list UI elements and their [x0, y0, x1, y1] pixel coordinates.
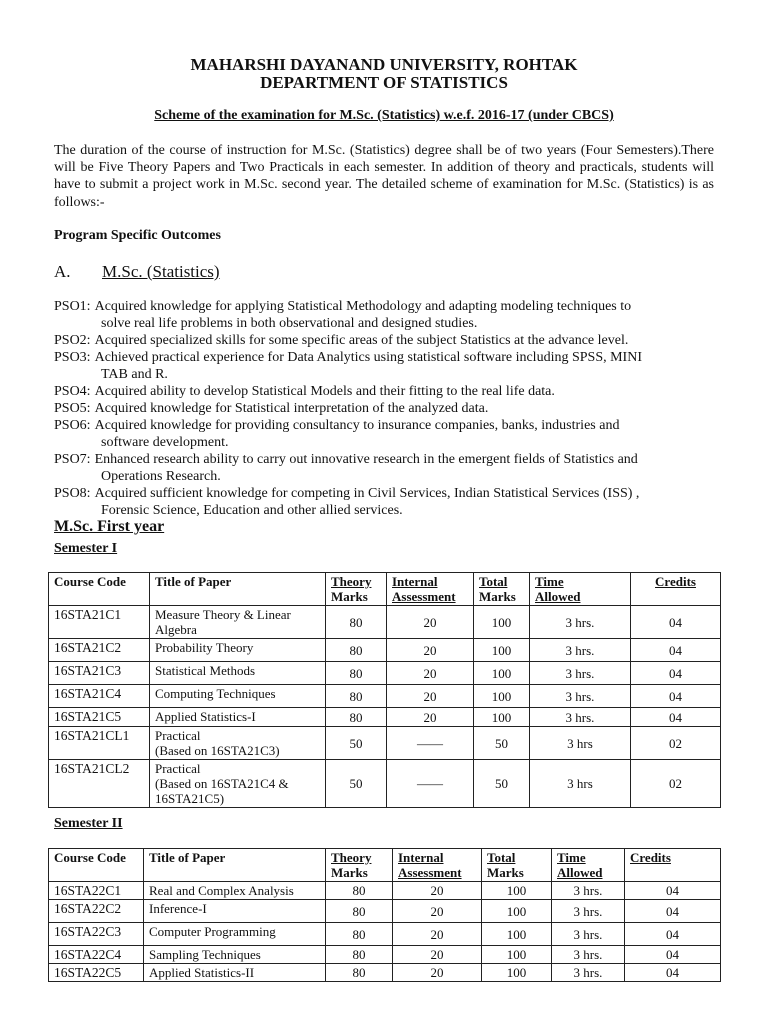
- table-row: [49, 923, 721, 946]
- theory-marks-cell: 80: [326, 946, 393, 964]
- department-title: DEPARTMENT OF STATISTICS: [260, 73, 508, 92]
- total-marks-cell: 100: [482, 964, 552, 982]
- course-code-cell: 16STA22C1: [49, 882, 144, 900]
- paper-title-cell: [150, 760, 326, 808]
- pso-item: [54, 349, 714, 383]
- credits-cell: 04: [631, 708, 721, 727]
- col-internal-l2: Assessment: [392, 589, 456, 604]
- table-row: [49, 760, 721, 808]
- time-allowed-cell: 3 hrs.: [530, 639, 631, 662]
- total-marks-cell: 100: [474, 662, 530, 685]
- time-allowed-cell: 3 hrs: [530, 760, 631, 808]
- course-code-cell: 16STA21C5: [49, 708, 150, 727]
- theory-marks-cell: 80: [326, 900, 393, 923]
- col-theory-l2: Marks: [331, 865, 368, 880]
- col-time: [552, 849, 625, 882]
- course-code-cell: 16STA21C1: [49, 606, 150, 639]
- paper-title-cell: Measure Theory & Linear Algebra: [150, 606, 326, 639]
- col-title: Title of Paper: [150, 573, 326, 606]
- table-header: [49, 573, 721, 606]
- pso-text-continued: Operations Research.: [101, 469, 221, 484]
- col-total: [474, 573, 530, 606]
- table-row: [49, 727, 721, 760]
- internal-assessment-cell: 20: [387, 685, 474, 708]
- col-time-l2: Allowed: [557, 865, 603, 880]
- pso-code: PSO8:: [54, 486, 91, 501]
- course-code-cell: 16STA22C5: [49, 964, 144, 982]
- pso-text-continued: Forensic Science, Education and other allied services.: [101, 503, 403, 518]
- paper-title-cell: Inference-I: [144, 900, 326, 923]
- paper-title-note: (Based on 16STA21C4 & 16STA21C5): [155, 776, 289, 806]
- col-credits-label: Credits: [630, 850, 671, 865]
- theory-marks-cell: 80: [326, 685, 387, 708]
- col-course-code: Course Code: [49, 849, 144, 882]
- theory-marks-cell: 50: [326, 760, 387, 808]
- internal-assessment-cell: 20: [393, 900, 482, 923]
- col-credits: [625, 849, 721, 882]
- pso-text-continued: software development.: [101, 435, 229, 450]
- pso-item: [54, 298, 714, 332]
- table-row: [49, 662, 721, 685]
- credits-cell: 04: [631, 685, 721, 708]
- section-letter: A.: [54, 262, 71, 281]
- paper-title-cell: Probability Theory: [150, 639, 326, 662]
- internal-assessment-cell: ——: [387, 760, 474, 808]
- internal-assessment-cell: 20: [387, 708, 474, 727]
- col-theory-l1: Theory: [331, 850, 372, 865]
- col-total: [482, 849, 552, 882]
- col-credits: [631, 573, 721, 606]
- pso-code: PSO1:: [54, 299, 91, 314]
- intro-paragraph: The duration of the course of instruction for M.Sc. (Statistics) degree shall be of two years (Four Semesters).There will be Five Theory Papers and Two Practicals in each semester. In addition of theory and practicals, students will have to submit a project work in M.Sc. second year. The detailed scheme of examination for M.Sc. (Statistics) is as follows:-: [54, 143, 714, 210]
- internal-assessment-cell: 20: [393, 882, 482, 900]
- paper-title-cell: Sampling Techniques: [144, 946, 326, 964]
- credits-cell: 04: [631, 639, 721, 662]
- credits-cell: 04: [625, 964, 721, 982]
- semester-2-heading: Semester II: [54, 816, 123, 831]
- col-credits-label: Credits: [655, 574, 696, 589]
- col-total-l2: Marks: [487, 865, 524, 880]
- pso-heading: Program Specific Outcomes: [54, 228, 221, 243]
- internal-assessment-cell: 20: [393, 964, 482, 982]
- table-row: [49, 882, 721, 900]
- course-code-cell: 16STA22C3: [49, 923, 144, 946]
- time-allowed-cell: 3 hrs.: [530, 708, 631, 727]
- semester-1-rows: [49, 606, 721, 808]
- theory-marks-cell: 80: [326, 882, 393, 900]
- paper-title-note: (Based on 16STA21C3): [155, 743, 280, 758]
- pso-text: Acquired knowledge for Statistical interpretation of the analyzed data.: [94, 401, 489, 416]
- theory-marks-cell: 80: [326, 708, 387, 727]
- internal-assessment-cell: 20: [387, 639, 474, 662]
- credits-cell: 04: [625, 923, 721, 946]
- table-header: [49, 849, 721, 882]
- table-row: [49, 964, 721, 982]
- paper-title-cell: [150, 727, 326, 760]
- time-allowed-cell: 3 hrs.: [530, 685, 631, 708]
- internal-assessment-cell: 20: [393, 946, 482, 964]
- paper-title-line: Practical: [155, 761, 201, 776]
- course-code-cell: 16STA22C4: [49, 946, 144, 964]
- theory-marks-cell: 80: [326, 639, 387, 662]
- pso-code: PSO3:: [54, 350, 91, 365]
- course-code-cell: 16STA21CL2: [49, 760, 150, 808]
- internal-assessment-cell: 20: [393, 923, 482, 946]
- pso-code: PSO4:: [54, 384, 91, 399]
- col-time-l1: Time: [557, 850, 586, 865]
- time-allowed-cell: 3 hrs.: [552, 882, 625, 900]
- total-marks-cell: 100: [474, 685, 530, 708]
- col-theory: [326, 573, 387, 606]
- semester-2-rows: [49, 882, 721, 982]
- paper-title-cell: Computer Programming: [144, 923, 326, 946]
- col-theory: [326, 849, 393, 882]
- table-row: [49, 639, 721, 662]
- pso-item: [54, 485, 714, 519]
- paper-title-cell: Applied Statistics-II: [144, 964, 326, 982]
- pso-code: PSO5:: [54, 401, 91, 416]
- course-code-cell: 16STA22C2: [49, 900, 144, 923]
- table-row: [49, 900, 721, 923]
- semester-1-table: [48, 572, 721, 808]
- time-allowed-cell: 3 hrs.: [530, 662, 631, 685]
- section-title: M.Sc. (Statistics): [102, 262, 220, 281]
- total-marks-cell: 100: [482, 900, 552, 923]
- pso-text: Acquired specialized skills for some specific areas of the subject Statistics at the advance level.: [94, 333, 629, 348]
- credits-cell: 02: [631, 760, 721, 808]
- section-heading: [54, 262, 220, 282]
- col-course-code: Course Code: [49, 573, 150, 606]
- col-theory-l1: Theory: [331, 574, 372, 589]
- paper-title-cell: Computing Techniques: [150, 685, 326, 708]
- time-allowed-cell: 3 hrs.: [552, 946, 625, 964]
- credits-cell: 04: [625, 882, 721, 900]
- time-allowed-cell: 3 hrs.: [552, 964, 625, 982]
- pso-item: [54, 332, 714, 349]
- theory-marks-cell: 80: [326, 923, 393, 946]
- total-marks-cell: 100: [482, 946, 552, 964]
- col-total-l2: Marks: [479, 589, 516, 604]
- col-time-l2: Allowed: [535, 589, 581, 604]
- semester-2-table: [48, 848, 721, 982]
- paper-title-cell: Applied Statistics-I: [150, 708, 326, 727]
- pso-code: PSO2:: [54, 333, 91, 348]
- time-allowed-cell: 3 hrs.: [552, 923, 625, 946]
- theory-marks-cell: 80: [326, 964, 393, 982]
- col-internal: [387, 573, 474, 606]
- credits-cell: 04: [625, 900, 721, 923]
- credits-cell: 04: [631, 662, 721, 685]
- pso-text: Enhanced research ability to carry out innovative research in the emergent fields of Statistics and: [94, 452, 638, 467]
- pso-item: [54, 383, 714, 400]
- internal-assessment-cell: ——: [387, 727, 474, 760]
- pso-item: [54, 451, 714, 485]
- total-marks-cell: 100: [474, 639, 530, 662]
- col-total-l1: Total: [479, 574, 508, 589]
- pso-text: Acquired knowledge for providing consultancy to insurance companies, banks, industries and: [94, 418, 620, 433]
- course-code-cell: 16STA21CL1: [49, 727, 150, 760]
- pso-code: PSO6:: [54, 418, 91, 433]
- theory-marks-cell: 80: [326, 662, 387, 685]
- scheme-title: Scheme of the examination for M.Sc. (Statistics) w.e.f. 2016-17 (under CBCS): [154, 108, 614, 123]
- theory-marks-cell: 80: [326, 606, 387, 639]
- time-allowed-cell: 3 hrs.: [530, 606, 631, 639]
- total-marks-cell: 100: [474, 606, 530, 639]
- university-title: MAHARSHI DAYANAND UNIVERSITY, ROHTAK: [190, 55, 578, 74]
- table-row: [49, 606, 721, 639]
- table-row: [49, 685, 721, 708]
- first-year-heading: M.Sc. First year: [54, 518, 165, 535]
- table-row: [49, 946, 721, 964]
- pso-text: Acquired sufficient knowledge for competing in Civil Services, Indian Statistical Services (ISS) ,: [94, 486, 640, 501]
- credits-cell: 04: [631, 606, 721, 639]
- course-code-cell: 16STA21C4: [49, 685, 150, 708]
- col-internal-l1: Internal: [398, 850, 444, 865]
- col-internal-l2: Assessment: [398, 865, 462, 880]
- total-marks-cell: 100: [482, 882, 552, 900]
- pso-text: Achieved practical experience for Data Analytics using statistical software including SPSS, MINI: [94, 350, 642, 365]
- col-total-l1: Total: [487, 850, 516, 865]
- table-row: [49, 708, 721, 727]
- theory-marks-cell: 50: [326, 727, 387, 760]
- col-theory-l2: Marks: [331, 589, 368, 604]
- pso-text-continued: solve real life problems in both observational and designed studies.: [101, 316, 478, 331]
- pso-item: [54, 400, 714, 417]
- paper-title-cell: Real and Complex Analysis: [144, 882, 326, 900]
- time-allowed-cell: 3 hrs.: [552, 900, 625, 923]
- pso-text: Acquired ability to develop Statistical Models and their fitting to the real life data.: [94, 384, 555, 399]
- pso-text-continued: TAB and R.: [101, 367, 168, 382]
- course-code-cell: 16STA21C3: [49, 662, 150, 685]
- internal-assessment-cell: 20: [387, 662, 474, 685]
- col-time: [530, 573, 631, 606]
- pso-code: PSO7:: [54, 452, 91, 467]
- time-allowed-cell: 3 hrs: [530, 727, 631, 760]
- paper-title-cell: Statistical Methods: [150, 662, 326, 685]
- pso-text: Acquired knowledge for applying Statistical Methodology and adapting modeling techniques to: [94, 299, 632, 314]
- paper-title-line: Practical: [155, 728, 201, 743]
- total-marks-cell: 100: [474, 708, 530, 727]
- credits-cell: 02: [631, 727, 721, 760]
- col-time-l1: Time: [535, 574, 564, 589]
- col-internal-l1: Internal: [392, 574, 438, 589]
- credits-cell: 04: [625, 946, 721, 964]
- pso-item: [54, 417, 714, 451]
- total-marks-cell: 50: [474, 727, 530, 760]
- pso-list: [54, 298, 714, 519]
- col-title: Title of Paper: [144, 849, 326, 882]
- total-marks-cell: 50: [474, 760, 530, 808]
- semester-1-heading: Semester I: [54, 541, 118, 556]
- course-code-cell: 16STA21C2: [49, 639, 150, 662]
- total-marks-cell: 100: [482, 923, 552, 946]
- col-internal: [393, 849, 482, 882]
- internal-assessment-cell: 20: [387, 606, 474, 639]
